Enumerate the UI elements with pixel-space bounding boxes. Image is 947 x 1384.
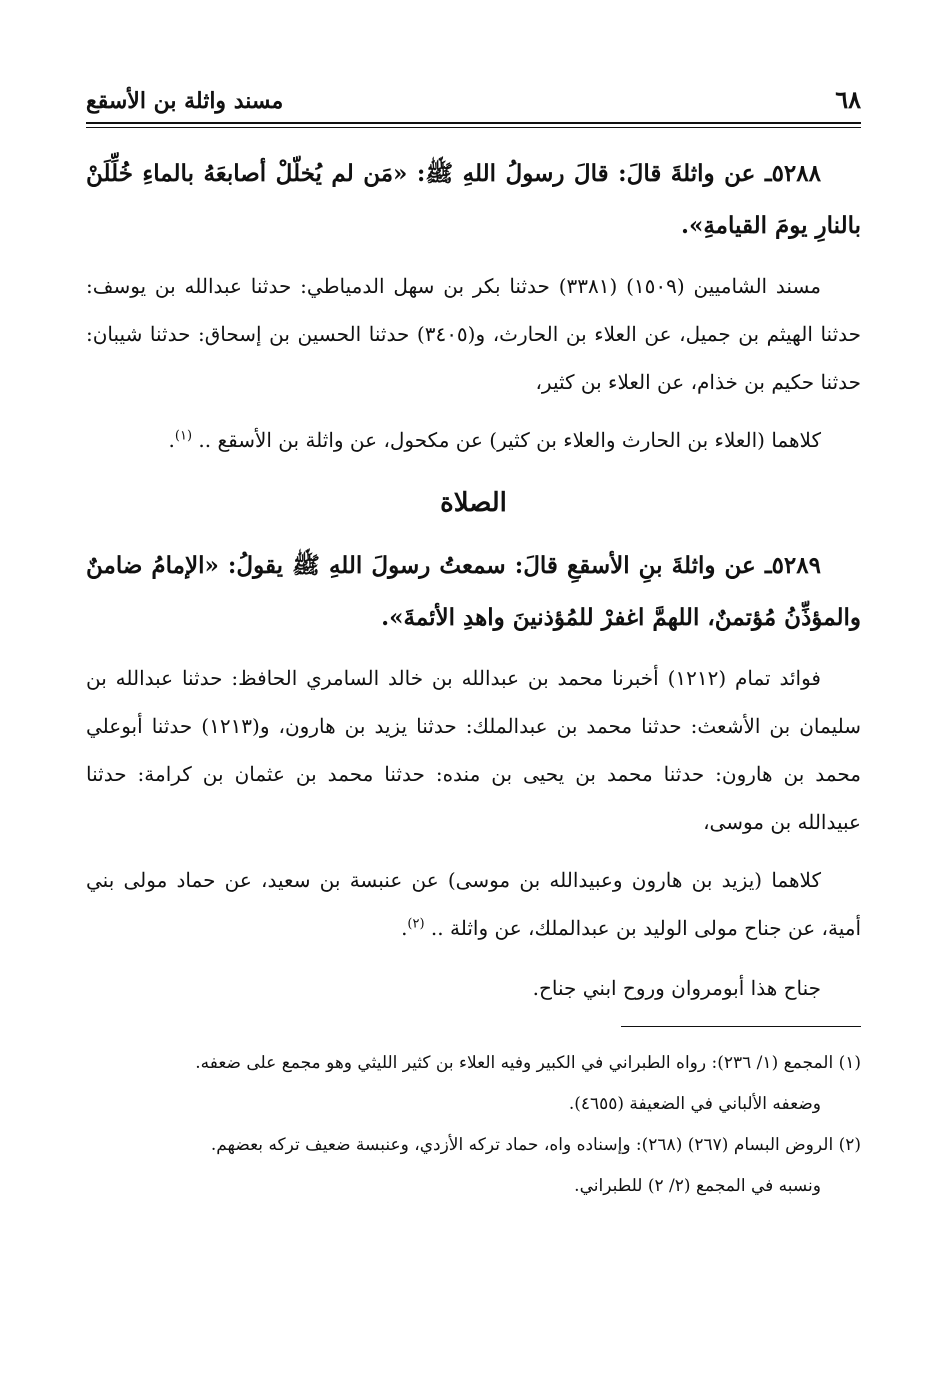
footnote-2-continued: ونسبه في المجمع (٢/ ٢) للطبراني. [574,1176,821,1196]
running-head [86,70,861,114]
chain-5288: كلاهما (العلاء بن الحارث والعلاء بن كثير) عن مكحول، عن واثلة بن الأسقع .. $^{(١)}$. [168,428,821,452]
hadith-5288: ٥٢٨٨ـ عن واثلةَ قالَ: قالَ رسولُ اللهِ ﷺ: «مَن لم يُخلّلْ أصابعَهُ بالماءِ خُلِّلَنْ بالنارِ يومَ القيامةِ». [86,160,861,239]
header-rule [86,122,861,128]
footnote-ref-1: (١) [174,428,193,444]
footnote-ref-2: (٢) [407,916,425,932]
source-5289: فوائد تمام (١٢١٢) أخبرنا محمد بن عبدالله بن خالد السامري الحافظ: حدثنا عبدالله بن سليمان بن الأشعث: حدثنا محمد بن عبدالملك: حدثنا يزيد بن هارون، و(١٢١٣) حدثنا أبوعلي محمد بن هارون: حدثنا محمد بن يحيى بن منده: حدثنا محمد بن عثمان بن كرامة: حدثنا عبيدالله بن موسى، [86,666,861,834]
chain-5288-text: كلاهما (العلاء بن الحارث والعلاء بن كثير) عن مكحول، عن واثلة بن الأسقع .. [198,428,821,452]
chain-5289: كلاهما (يزيد بن هارون وعبيدالله بن موسى) عن عنبسة بن سعيد، عن حماد مولى بني أمية، عن جناح مولى الوليد بن عبدالملك، عن واثلة .. $^{(٢)}$. [86,868,861,940]
source-5288: مسند الشاميين (١٥٠٩) (٣٣٨١) حدثنا بكر بن سهل الدمياطي: حدثنا عبدالله بن يوسف: حدثنا الهيثم بن جميل، عن العلاء بن الحارث، و(٣٤٠٥) حدثنا الحسين بن إسحاق: حدثنا شيبان: حدثنا حكيم بن خذام، عن العلاء بن كثير، [86,274,862,394]
footnote-1: (١) المجمع (١/ ٢٣٦): رواه الطبراني في الكبير وفيه العلاء بن كثير الليثي وهو مجمع على ضعفه. [195,1053,861,1073]
hadith-5289: ٥٢٨٩ـ عن واثلةَ بنِ الأسقعِ قالَ: سمعتُ رسولَ اللهِ ﷺ يقولُ: «الإمامُ ضامنٌ والمؤذِّنُ مُؤتمنٌ، اللهمَّ اغفرْ للمُؤذنينَ واهدِ الأئمةَ». [86,552,861,631]
footnote-2: (٢) الروض البسام (٢٦٧) (٢٦٨): وإسناده واه، حماد تركه الأزدي، وعنبسة ضعيف تركه بعضهم. [210,1135,861,1155]
footnote-1-continued: وضعفه الألباني في الضعيفة (٤٦٥٥). [568,1094,821,1114]
footnote-rule [621,1026,861,1027]
page [86,70,861,1314]
chain-5289-text: كلاهما (يزيد بن هارون وعبيدالله بن موسى) عن عنبسة بن سعيد، عن حماد مولى بني أمية، عن جناح مولى الوليد بن عبدالملك، عن واثلة .. [86,868,861,940]
note-5289: جناح هذا أبومروان وروح ابني جناح. [532,976,821,1000]
page-number: ٦٨ [835,85,861,114]
footnotes [86,1045,861,1205]
section-title: الصلاة [440,488,507,518]
running-title: مسند واثلة بن الأسقع [86,88,284,114]
